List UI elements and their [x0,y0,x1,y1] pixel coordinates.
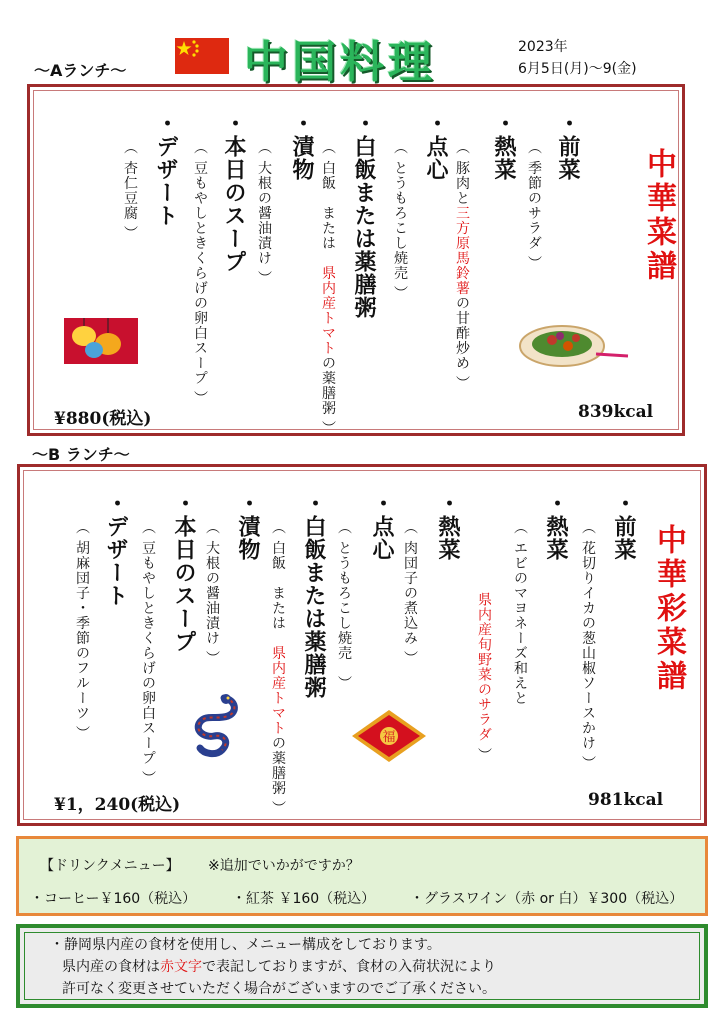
fortune-diamond-icon [350,708,428,764]
dragon-icon [186,690,242,760]
lunch-b-course-item [578,520,598,771]
note-line-1: ・静岡県内産の食材を使用し、メニュー構成をしております。 [50,937,441,953]
note-line-2-red: 赤文字 [160,959,202,975]
lunch-a-course-item [254,140,274,286]
lunch-a-course-category: ・本日のスープ [221,112,246,273]
lunch-b-price: ¥1，240(税込) [54,795,181,815]
course-item-text: （ 季節のサラダ ） [526,140,542,271]
salad-plate-icon [516,320,630,370]
note-line-2-a: 県内産の食材は [62,959,160,975]
lunch-b-course-item [72,520,92,741]
lunch-b-course-category: ・熱菜 [435,492,460,561]
date-block [518,36,637,80]
drink-menu-heading-row [40,855,360,875]
lunch-a-course-category: ・点心 [423,112,448,181]
note-line-2 [62,956,496,976]
lunch-a-course-category: ・熱菜 [491,112,516,181]
lunch-a-course-item [318,140,338,436]
lunch-a-course-item [524,140,544,271]
course-item-text: の甘酢炒め ） [454,295,470,391]
course-item-text: （ エビのマヨネーズ和えと [512,520,528,706]
lunch-b-menu-title: 中華彩菜譜 [651,524,686,694]
lunch-b-course-item [400,520,420,666]
lunch-b-course-item [268,520,288,816]
lunch-b-kcal: 981kcal [588,790,664,810]
lunch-a-course-category: ・漬物 [289,112,314,181]
lunch-b-course-category: ・漬物 [235,492,260,561]
course-item-text: （ 豚肉と [454,140,470,206]
course-item-text: 県内産トマト [270,645,286,736]
course-item-text: （ 杏仁豆腐 ） [122,140,138,241]
lunch-b-course-category: ・白飯または薬膳粥 [301,492,326,699]
lunch-b-course-category: ・前菜 [611,492,636,561]
date-year: 2023年 [518,39,568,55]
drink-menu-heading: 【ドリンクメニュー】 [40,858,180,874]
lunch-a-course-category: ・前菜 [555,112,580,181]
lunch-a-course-category: ・デザート [153,112,178,227]
drink-item-coffee: ・コーヒー￥160（税込） [30,891,197,907]
lunch-a-price: ¥880(税込) [54,409,152,429]
course-item-text: の薬膳粥 ） [270,735,286,816]
lunch-b-course-category: ・本日のスープ [171,492,196,653]
lunch-a-label: ～Aランチ～ [34,61,127,80]
lunch-a-course-category: ・白飯または薬膳粥 [351,112,376,319]
course-item-text: 三方原馬鈴薯 [454,205,470,296]
lunch-a-menu-title: 中華菜譜 [641,148,676,284]
course-item-text: （ 大根の醤油漬け ） [204,520,220,666]
lanterns-icon [64,318,138,364]
course-item-text: （ 豆もやしときくらげの卵白スープ ） [192,140,208,406]
lunch-a-course-item [190,140,210,406]
lunch-b-course-category: ・点心 [369,492,394,561]
lunch-b-course-category: ・デザート [103,492,128,607]
course-item-text: 県内産トマト [320,265,336,356]
lunch-b-course-item [474,592,494,762]
course-item-text: （ 大根の醤油漬け ） [256,140,272,286]
note-line-2-b: で表記しておりますが、食材の入荷状況により [202,959,496,975]
lunch-a-course-item [452,140,472,391]
lunch-a-kcal: 839kcal [578,402,654,422]
date-range: 6月5日(月)～9(金) [518,61,637,77]
course-item-text: （ とうもろこし焼売 ） [336,520,352,691]
course-item-text: の薬膳粥 ） [320,355,336,436]
course-item-text: （ 肉団子の煮込み ） [402,520,418,666]
lunch-a-course-item [390,140,410,301]
lunch-b-course-item [202,520,222,666]
course-item-text: （ 胡麻団子・季節のフルーツ ） [74,520,90,741]
course-item-text: 県内産旬野菜のサラダ [476,592,492,742]
drink-menu-note: ※追加でいかがですか？ [208,858,360,874]
course-item-text: （ 豆もやしときくらげの卵白スープ ） [140,520,156,786]
lunch-b-course-category: ・熱菜 [543,492,568,561]
drink-item-tea: ・紅茶 ￥160（税込） [232,891,376,907]
lunch-b-course-item [510,520,530,705]
course-item-text: （ 白飯 または [270,520,286,646]
lunch-a-course-item [120,140,140,241]
lunch-b-course-item [334,520,354,690]
china-flag-icon [175,38,229,74]
svg-text:福: 福 [382,730,396,745]
lunch-b-label: ～B ランチ～ [32,445,130,464]
drink-item-wine: ・グラスワイン（赤 or 白）￥300（税込） [410,891,684,907]
page-title: 中国料理 [244,37,436,88]
course-item-text: （ 白飯 または [320,140,336,266]
lunch-b-course-item [138,520,158,786]
course-item-text: ） [476,742,492,763]
course-item-text: （ とうもろこし焼売 ） [392,140,408,301]
course-item-text: （ 花切りイカの葱山椒ソースかけ ） [580,520,596,771]
note-line-3: 許可なく変更させていただく場合がございますのでご了承ください。 [62,981,496,997]
